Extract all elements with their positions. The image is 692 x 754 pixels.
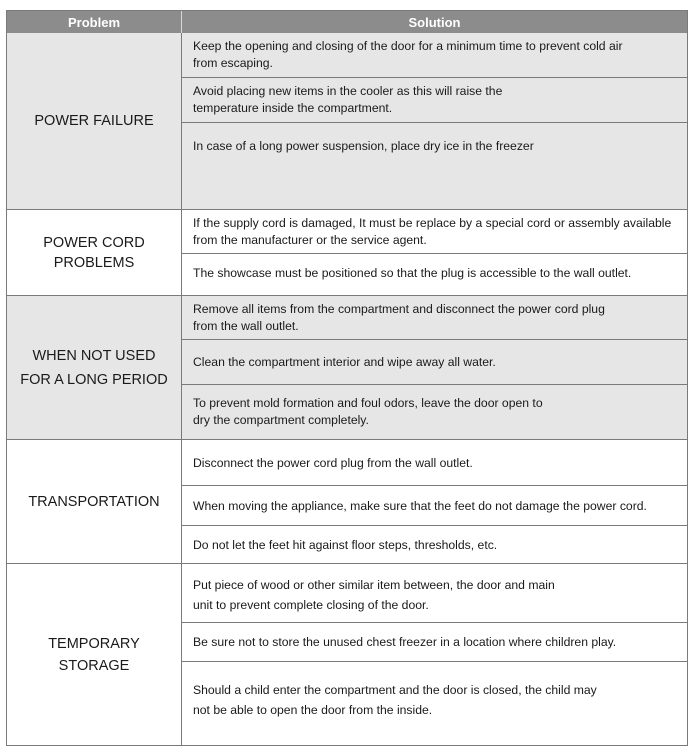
solution-list	[182, 210, 687, 295]
power-failure-group	[7, 33, 687, 209]
solution-cell: Disconnect the power cord plug from the wall outlet.	[182, 440, 687, 486]
solution-list	[182, 440, 687, 563]
problem-label: POWER FAILURE	[7, 33, 182, 209]
troubleshooting-table	[6, 10, 688, 746]
solution-cell: The showcase must be positioned so that the plug is accessible to the wall outlet.	[193, 266, 632, 280]
solution-list	[182, 296, 687, 439]
power-cord-group	[7, 209, 687, 295]
solution-list	[182, 564, 687, 745]
solution-cell: To prevent mold formation and foul odors, leave the door open to dry the compartment completely.	[193, 396, 543, 427]
solution-list	[182, 33, 687, 209]
solution-cell: If the supply cord is damaged, It must be replace by a special cord or assembly available from the manufacturer or the service agent.	[182, 210, 687, 254]
solution-cell: Keep the opening and closing of the door for a minimum time to prevent cold air from escaping.	[182, 33, 687, 78]
solution-column-header: Solution	[182, 11, 687, 33]
solution-cell: Do not let the feet hit against floor steps, thresholds, etc.	[193, 538, 498, 552]
problem-label: POWER CORD PROBLEMS	[7, 210, 182, 295]
problem-column-header: Problem	[7, 11, 182, 33]
solution-cell: When moving the appliance, make sure that the feet do not damage the power cord.	[182, 486, 687, 526]
solution-cell: In case of a long power suspension, place dry ice in the freezer	[193, 139, 534, 153]
solution-cell: Be sure not to store the unused chest freezer in a location where children play.	[182, 623, 687, 662]
transportation-group	[7, 439, 687, 563]
solution-cell: Remove all items from the compartment and disconnect the power cord plug from the wall outlet.	[182, 296, 687, 340]
solution-cell: Put piece of wood or other similar item between, the door and main unit to prevent complete closing of the door.	[182, 564, 687, 623]
solution-cell: Avoid placing new items in the cooler as this will raise the temperature inside the compartment.	[182, 78, 687, 123]
solution-cell: Should a child enter the compartment and the door is closed, the child may not be able to open the door from the inside.	[193, 683, 597, 717]
long-period-group	[7, 295, 687, 439]
problem-label: TRANSPORTATION	[7, 440, 182, 563]
problem-label: WHEN NOT USED FOR A LONG PERIOD	[7, 296, 182, 439]
problem-label: TEMPORARY STORAGE	[7, 564, 182, 745]
temporary-storage-group	[7, 563, 687, 745]
solution-cell: Clean the compartment interior and wipe away all water.	[182, 340, 687, 385]
